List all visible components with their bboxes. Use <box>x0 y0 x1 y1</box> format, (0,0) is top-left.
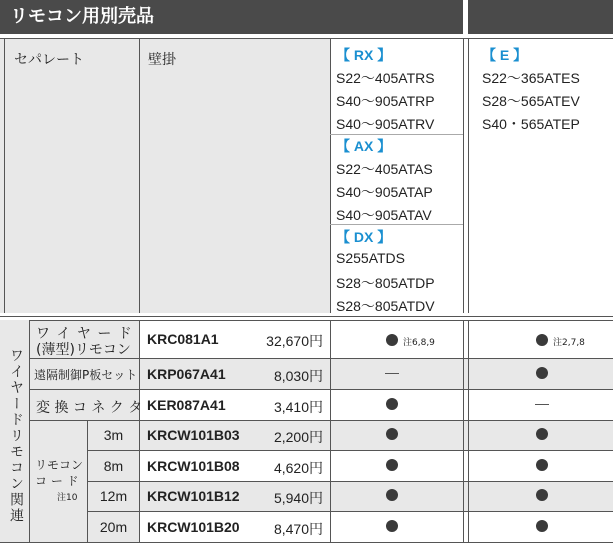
model-number: KRCW101B20 <box>147 519 240 535</box>
model-rx-2: S40～905ATRP <box>336 93 435 109</box>
row-name: 変 換 コ ネ ク タ <box>36 400 143 416</box>
model-dx-3: S28～805ATDV <box>336 298 435 314</box>
price: 5,940円 <box>273 490 323 506</box>
model-dx-1: S255ATDS <box>336 250 405 266</box>
row-line <box>88 450 613 451</box>
section-header <box>0 0 463 34</box>
not-available-dash <box>535 404 549 405</box>
row-line <box>88 481 613 482</box>
not-available-dash <box>385 373 399 374</box>
available-dot <box>536 428 548 440</box>
type-label: セパレート <box>14 52 84 68</box>
divider-col2 <box>468 38 469 313</box>
available-dot <box>386 459 398 471</box>
series-ax-title: 【 AX 】 <box>336 138 392 154</box>
divider-col1 <box>463 320 464 542</box>
available-dot <box>536 334 548 346</box>
model-number: KRP067A41 <box>147 366 226 382</box>
row-line <box>88 511 613 512</box>
top-border <box>0 38 613 39</box>
model-rx-1: S22～405ATRS <box>336 70 435 86</box>
model-ax-3: S40～905ATAV <box>336 207 432 223</box>
price: 4,620円 <box>273 460 323 476</box>
model-number: KRCW101B03 <box>147 427 240 443</box>
price: 8,030円 <box>273 368 323 384</box>
row-line <box>30 420 613 421</box>
section-title: リモコン用別売品 <box>10 6 154 27</box>
top-spec-panel <box>0 38 330 313</box>
model-rx-3: S40～905ATRV <box>336 116 435 132</box>
group-divider <box>330 134 463 135</box>
available-dot <box>386 428 398 440</box>
cord-length: 12m <box>99 488 128 504</box>
price: 2,200円 <box>273 429 323 445</box>
cord-label-line1: リモコン <box>35 458 84 472</box>
price: 3,410円 <box>273 399 323 415</box>
model-e-2: S28～565ATEV <box>482 93 580 109</box>
model-number: KRCW101B08 <box>147 458 240 474</box>
row-line <box>30 389 613 390</box>
available-dot <box>536 489 548 501</box>
available-dot <box>386 398 398 410</box>
model-number: KER087A41 <box>147 397 226 413</box>
install-label: 壁掛 <box>148 52 176 68</box>
cord-length: 3m <box>103 427 124 443</box>
available-dot <box>386 520 398 532</box>
cord-note: 注10 <box>57 493 78 503</box>
available-dot <box>386 489 398 501</box>
divider-col2 <box>468 320 469 542</box>
model-dx-2: S28～805ATDP <box>336 275 435 291</box>
row-name-line1: ワ イ ヤ ー ド <box>36 326 133 342</box>
divider-name <box>139 320 140 542</box>
divider-spec <box>330 38 331 313</box>
price: 8,470円 <box>273 521 323 537</box>
model-e-1: S22～365ATES <box>482 70 580 86</box>
divider-type <box>139 38 140 313</box>
series-e-title: 【 E 】 <box>482 47 528 63</box>
group-divider <box>330 224 463 225</box>
model-number: KRCW101B12 <box>147 488 240 504</box>
row-name: 遠隔制御P板セット <box>34 368 138 382</box>
footnote: 注2,7,8 <box>553 338 585 348</box>
model-e-3: S40・565ATEP <box>482 116 580 132</box>
left-border <box>4 38 5 313</box>
available-dot <box>386 334 398 346</box>
series-dx-title: 【 DX 】 <box>336 229 392 245</box>
price: 32,670円 <box>266 333 323 349</box>
available-dot <box>536 367 548 379</box>
footnote: 注6,8,9 <box>403 338 435 348</box>
section-header-right <box>468 0 613 34</box>
available-dot <box>536 520 548 532</box>
divider-price <box>330 320 331 542</box>
section-separator <box>0 316 613 317</box>
model-ax-1: S22～405ATAS <box>336 161 433 177</box>
cord-length: 8m <box>103 458 124 474</box>
divider-col1 <box>463 38 464 313</box>
model-number: KRC081A1 <box>147 331 219 347</box>
row-line <box>0 542 613 543</box>
row-name-line2: (薄型)リモコン <box>36 342 131 358</box>
section-label: ワイヤードリモコン関連 <box>8 348 24 524</box>
cord-length: 20m <box>99 519 128 535</box>
available-dot <box>536 459 548 471</box>
series-rx-title: 【 RX 】 <box>336 47 392 63</box>
model-ax-2: S40～905ATAP <box>336 184 433 200</box>
cord-label-line2: コ ー ド <box>35 474 79 488</box>
